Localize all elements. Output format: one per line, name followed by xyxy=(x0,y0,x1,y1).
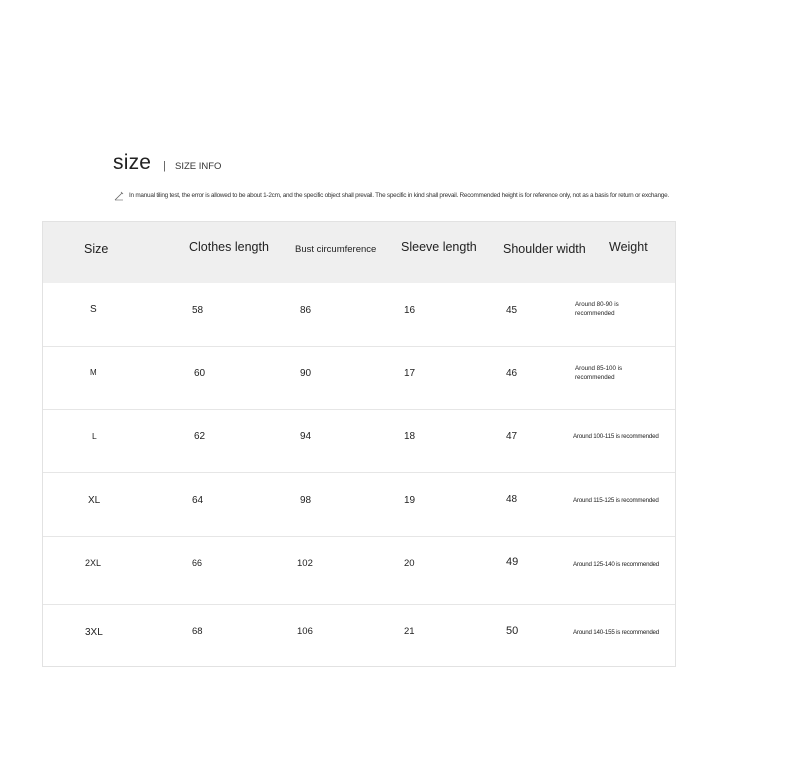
row-divider xyxy=(43,409,675,410)
row-divider xyxy=(43,346,675,347)
cell-size: XL xyxy=(88,495,101,506)
cell-shoulder: 46 xyxy=(506,368,518,379)
cell-weight: Around 125-140 is recommended xyxy=(573,561,660,568)
cell-clothes-length: 62 xyxy=(194,431,206,442)
header-shoulder-width: Shoulder width xyxy=(503,242,586,256)
cell-bust: 102 xyxy=(297,558,313,569)
header-weight: Weight xyxy=(609,240,648,254)
cell-bust: 106 xyxy=(297,626,313,637)
cell-sleeve: 20 xyxy=(404,558,415,569)
cell-bust: 86 xyxy=(300,305,312,316)
header-clothes-length: Clothes length xyxy=(189,240,269,254)
cell-size: 3XL xyxy=(85,627,103,638)
cell-bust: 94 xyxy=(300,431,312,442)
cell-clothes-length: 60 xyxy=(194,368,206,379)
header-sleeve-length: Sleeve length xyxy=(401,240,477,254)
cell-weight: Around 115-125 is recommended xyxy=(573,497,659,504)
cell-clothes-length: 66 xyxy=(192,558,203,568)
pencil-icon xyxy=(114,191,124,201)
cell-weight: Around 80-90 is recommended xyxy=(575,301,619,317)
cell-bust: 90 xyxy=(300,368,312,379)
cell-weight: Around 140-155 is recommended xyxy=(573,629,660,636)
page-title: size xyxy=(113,151,152,174)
cell-shoulder: 45 xyxy=(506,305,518,316)
cell-weight: Around 100-115 is recommended xyxy=(573,433,659,440)
cell-clothes-length: 58 xyxy=(192,305,204,316)
cell-weight: Around 85-100 is recommended xyxy=(575,365,623,381)
row-divider xyxy=(43,604,675,605)
page-subtitle: SIZE INFO xyxy=(175,161,222,172)
cell-sleeve: 21 xyxy=(404,626,415,637)
row-divider xyxy=(43,536,675,537)
cell-sleeve: 18 xyxy=(404,431,416,442)
size-table xyxy=(42,221,676,667)
cell-shoulder: 47 xyxy=(506,431,518,442)
cell-size: M xyxy=(90,368,97,377)
cell-size: L xyxy=(92,431,97,441)
cell-sleeve: 17 xyxy=(404,368,416,379)
table-header xyxy=(43,222,675,283)
header-bust-circumference: Bust circumference xyxy=(295,244,377,255)
header-size: Size xyxy=(84,242,109,256)
cell-size: 2XL xyxy=(85,558,102,568)
cell-shoulder: 49 xyxy=(506,556,519,568)
cell-bust: 98 xyxy=(300,495,312,506)
cell-clothes-length: 68 xyxy=(192,626,203,637)
cell-shoulder: 50 xyxy=(506,625,519,637)
row-divider xyxy=(43,472,675,473)
measurement-note: In manual tiling test, the error is allowed to be about 1-2cm, and the specific object shall prevail. The specific in kind shall prevail. Recommended height is for reference only, not as a basis for return or exchange. xyxy=(129,192,669,199)
title-separator: | xyxy=(163,160,166,172)
cell-shoulder: 48 xyxy=(506,494,518,505)
cell-sleeve: 19 xyxy=(404,495,416,506)
cell-sleeve: 16 xyxy=(404,305,416,316)
cell-size: S xyxy=(90,304,97,315)
cell-clothes-length: 64 xyxy=(192,495,204,506)
